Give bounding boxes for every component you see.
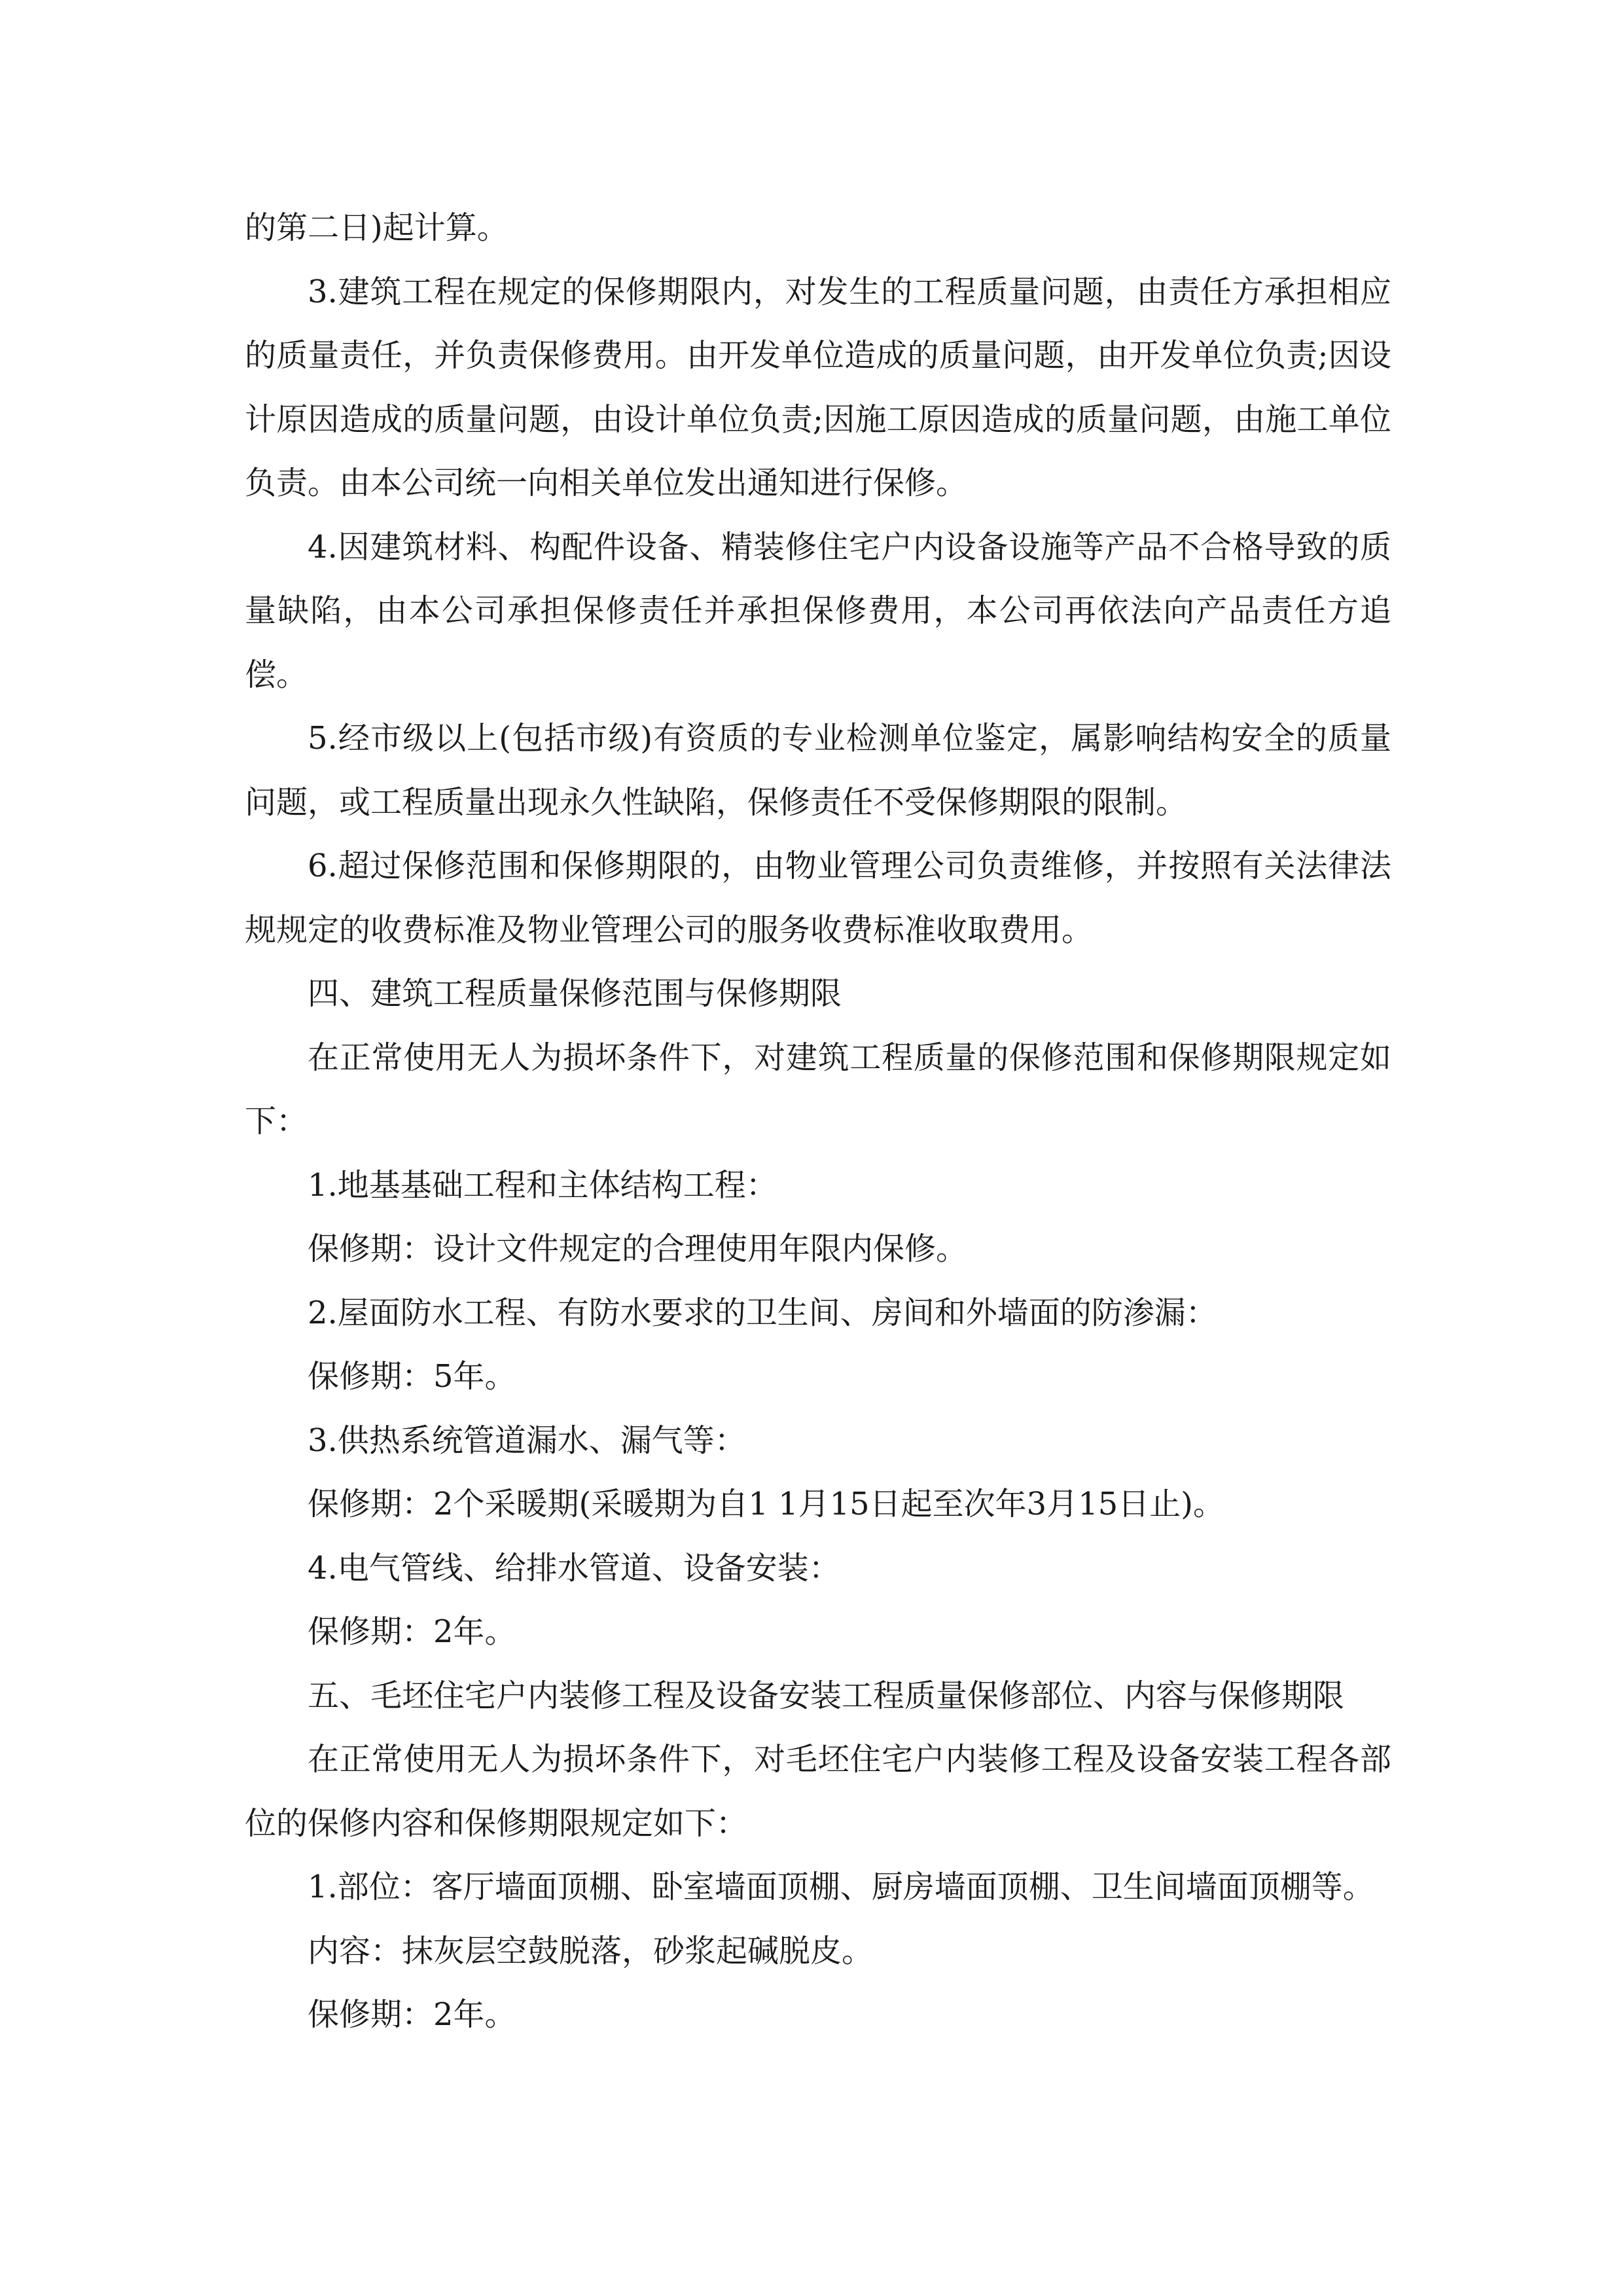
list-item-part-1: 1.部位：客厅墙面顶棚、卧室墙面顶棚、厨房墙面顶棚、卫生间墙面顶棚等。 bbox=[308, 1869, 1374, 1905]
warranty-period-electrical: 保修期：2年。 bbox=[308, 1613, 516, 1650]
warranty-period-heating: 保修期：2个采暖期(采暖期为自1 1月15日起至次年3月15日止)。 bbox=[308, 1486, 1225, 1522]
paragraph-section-5-intro: 在正常使用无人为损坏条件下，对毛坯住宅户内装修工程及设备安装工程各部位的保修内容和保修期限规定如下： bbox=[245, 1741, 1391, 1842]
content-part-1: 内容：抹灰层空鼓脱落，砂浆起碱脱皮。 bbox=[308, 1932, 874, 1969]
paragraph-item-4-materials: 4.因建筑材料、构配件设备、精装修住宅户内设备设施等产品不合格导致的质量缺陷，由本公司承担保修责任并承担保修费用，本公司再依法向产品责任方追偿。 bbox=[245, 528, 1391, 693]
paragraph-item-3-responsibility: 3.建筑工程在规定的保修期限内，对发生的工程质量问题，由责任方承担相应的质量责任，并负责保修费用。由开发单位造成的质量问题，由开发单位负责;因设计原因造成的质量问题，由设计单位负责;因施工原因造成的质量问题，由施工单位负责。由本公司统一向相关单位发出通知进行保修。 bbox=[245, 273, 1391, 501]
paragraph-item-5-structural: 5.经市级以上(包括市级)有资质的专业检测单位鉴定，属影响结构安全的质量问题，或工程质量出现永久性缺陷，保修责任不受保修期限的限制。 bbox=[245, 720, 1391, 821]
warranty-period-waterproofing: 保修期：5年。 bbox=[308, 1358, 516, 1395]
list-item-waterproofing: 2.屋面防水工程、有防水要求的卫生间、房间和外墙面的防渗漏： bbox=[308, 1294, 1217, 1331]
list-item-heating: 3.供热系统管道漏水、漏气等： bbox=[308, 1422, 746, 1459]
paragraph-item-6-beyond-scope: 6.超过保修范围和保修期限的，由物业管理公司负责维修，并按照有关法律法规规定的收费标准及物业管理公司的服务收费标准收取费用。 bbox=[245, 848, 1391, 948]
section-heading-4: 四、建筑工程质量保修范围与保修期限 bbox=[308, 975, 842, 1012]
list-item-foundation: 1.地基基础工程和主体结构工程： bbox=[308, 1166, 777, 1204]
section-heading-5: 五、毛坯住宅户内装修工程及设备安装工程质量保修部位、内容与保修期限 bbox=[308, 1677, 1345, 1714]
document-body bbox=[245, 196, 1391, 2047]
warranty-period-part-1: 保修期：2年。 bbox=[308, 1996, 516, 2033]
paragraph-section-4-intro: 在正常使用无人为损坏条件下，对建筑工程质量的保修范围和保修期限规定如下： bbox=[245, 1039, 1391, 1139]
list-item-electrical: 4.电气管线、给排水管道、设备安装： bbox=[308, 1549, 840, 1587]
warranty-period-foundation: 保修期：设计文件规定的合理使用年限内保修。 bbox=[308, 1230, 968, 1267]
paragraph-continuation: 的第二日)起计算。 bbox=[245, 209, 508, 246]
